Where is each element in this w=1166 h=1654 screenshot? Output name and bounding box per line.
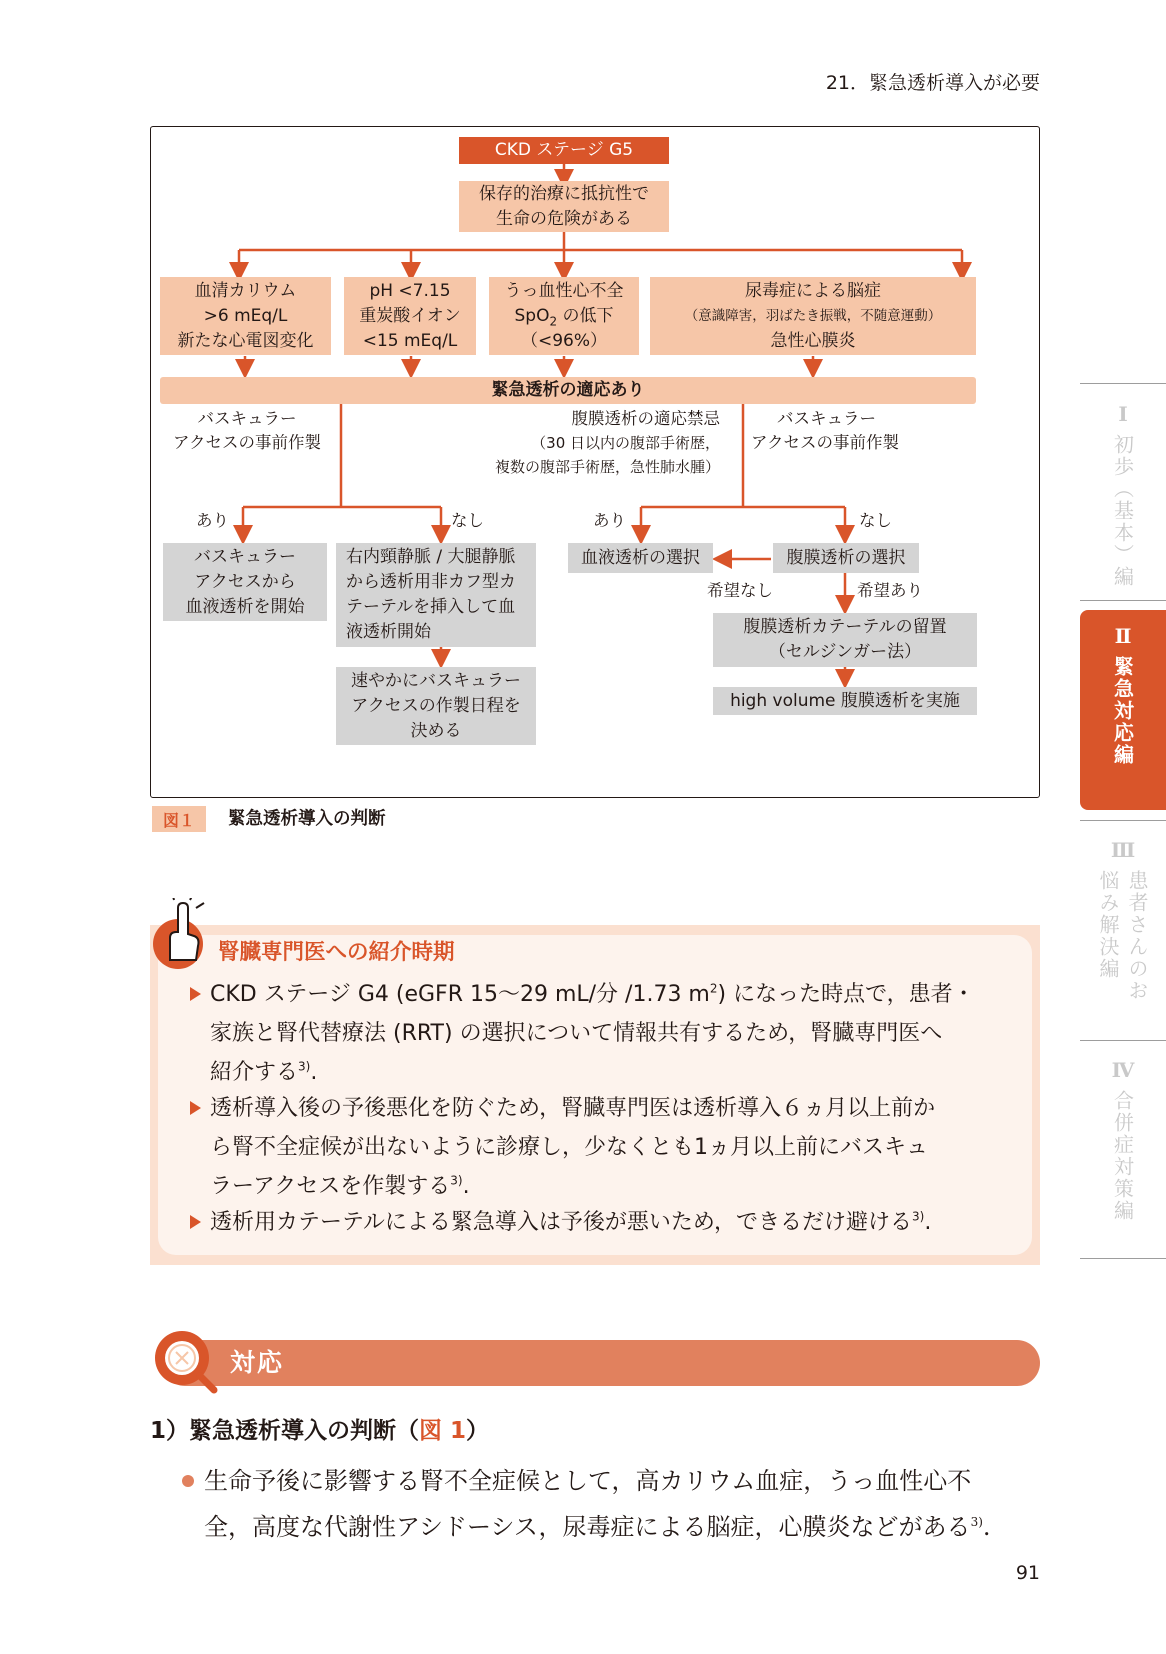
label-va-right: バスキュラー アクセスの事前作製 (751, 409, 900, 452)
tab-divider (1080, 383, 1166, 384)
node-uremia (650, 277, 976, 355)
tab-section-3[interactable] (1080, 838, 1166, 1020)
crit3-line2: SpO$_2$ の低下 (514, 305, 614, 328)
node-indication: 緊急透析の適応あり (160, 377, 976, 404)
point-bullet-1: CKD ステージ G4 (eGFR 15～29 mL/分 /1.73 $m^2$) になった時点で，患者・ 家族と腎代替療法 (RRT) の選択について情報共有するため，腎臓専門医へ 紹介する$^{3)}$. (190, 975, 1010, 1092)
crit1-line2: >6 mEq/L (203, 305, 288, 326)
tab-section-3-label: 患者さんのお悩み解決編 (1096, 870, 1149, 1002)
tab-section-1-num: Ⅰ (1118, 402, 1128, 426)
bullet-triangle-icon (190, 1101, 201, 1115)
crit3-line1: うっ血性心不全 (504, 280, 624, 301)
running-header: 21．緊急透析導入が必要 (825, 72, 1040, 94)
tab-section-4[interactable] (1080, 1058, 1166, 1222)
bullet-triangle-icon (190, 987, 201, 1001)
node-resistance-line1: 保存的治療に抵抗性で (479, 183, 649, 204)
tab-divider (1080, 1258, 1166, 1259)
label-left-yes: あり (196, 511, 229, 530)
crit2-line1: pH <7.15 (369, 280, 451, 301)
node-hd-select: 血液透析の選択 (568, 543, 713, 573)
label-va-left: バスキュラー アクセスの事前作製 (173, 409, 322, 452)
tab-section-4-label: 合併症対策編 (1110, 1090, 1135, 1222)
subheading-1: 1）緊急透析導入の判断（図 1） (150, 1418, 490, 1444)
figure-ref-link[interactable]: 図 1 (419, 1418, 467, 1444)
point-bullet-3: 透析用カテーテルによる緊急導入は予後が悪いため，できるだけ避ける$^{3)}$. (190, 1203, 1010, 1242)
crit3-line3: （<96%） (520, 330, 608, 351)
crit1-line1: 血清カリウム (194, 280, 297, 301)
pointing-hand-icon (152, 898, 214, 978)
node-heart-failure (489, 277, 639, 355)
crit4-line3: 急性心膜炎 (770, 330, 856, 351)
bullet-dot-icon (182, 1475, 194, 1487)
crit2-line3: <15 mEq/L (362, 330, 458, 351)
label-left-no: なし (451, 511, 484, 530)
node-ph (344, 277, 476, 355)
tab-section-2-num: Ⅱ (1114, 624, 1132, 648)
tab-section-2[interactable] (1080, 610, 1166, 810)
node-pd-catheter: 腹膜透析カテーテルの留置 （セルジンガー法） (713, 613, 977, 667)
label-right-yes: あり (593, 511, 626, 530)
label-pd-contra: 腹膜透析の適応禁忌 （30 日以内の腹部手術歴， 複数の腹部手術歴，急性肺水腫） (495, 409, 721, 476)
tab-section-3-num: Ⅲ (1110, 838, 1136, 862)
figure-caption-tag: 図１ (152, 806, 206, 832)
crit4-line1: 尿毒症による脳症 (745, 280, 881, 301)
tab-divider (1080, 820, 1166, 821)
section-title: 対応 (230, 1348, 285, 1377)
label-right-no: なし (859, 511, 892, 530)
label-no-wish: 希望なし (707, 581, 773, 600)
node-resistance (459, 181, 669, 232)
node-potassium (160, 277, 331, 355)
bullet-triangle-icon (190, 1215, 201, 1229)
crit1-line3: 新たな心電図変化 (177, 330, 314, 351)
point-bullet-2: 透析導入後の予後悪化を防ぐため，腎臓専門医は透析導入６ヵ月以上前か ら腎不全症候が出ないように診療し，少なくとも1ヵ月以上前にバスキュ ラーアクセスを作製する$^{3)}$. (190, 1089, 1010, 1206)
node-catheter-hd: 右内頸静脈 / 大腿静脈 から透析用非カフ型カ テーテルを挿入して血 液透析開始 (336, 543, 536, 647)
figure-caption: 緊急透析導入の判断 (228, 809, 386, 829)
node-va-hd-start: バスキュラー アクセスから 血液透析を開始 (163, 543, 327, 621)
tab-section-1[interactable] (1080, 402, 1166, 588)
section-band (162, 1340, 1040, 1386)
tab-section-1-label: 初歩（基本）編 (1110, 434, 1135, 588)
magnifier-icon (152, 1328, 218, 1394)
node-resistance-line2: 生命の危険がある (496, 208, 632, 229)
node-high-volume-pd: high volume 腹膜透析を実施 (713, 687, 977, 715)
flowchart-figure (150, 126, 1040, 798)
label-wish: 希望あり (857, 581, 923, 600)
tab-divider (1080, 1040, 1166, 1041)
crit4-line2: （意識障害，羽ばたき振戦，不随意運動） (684, 307, 942, 324)
crit2-line2: 重炭酸イオン (359, 305, 461, 326)
page-number: 91 (1015, 1562, 1040, 1584)
tab-section-4-num: Ⅳ (1111, 1058, 1135, 1082)
body-paragraph: 生命予後に影響する腎不全症候として，高カリウム血症，うっ血性心不 全，高度な代謝性アシドーシス，尿毒症による脳症，心膜炎などがある$^{3)}$. (182, 1458, 1042, 1550)
tab-divider (1080, 600, 1166, 601)
node-va-schedule: 速やかにバスキュラー アクセスの作製日程を 決める (336, 667, 536, 745)
tab-section-2-label: 緊急対応編 (1110, 656, 1135, 766)
point-title: 腎臓専門医への紹介時期 (218, 940, 455, 965)
node-ckd-g5: CKD ステージ G5 (459, 137, 669, 164)
node-pd-select: 腹膜透析の選択 (773, 543, 919, 573)
